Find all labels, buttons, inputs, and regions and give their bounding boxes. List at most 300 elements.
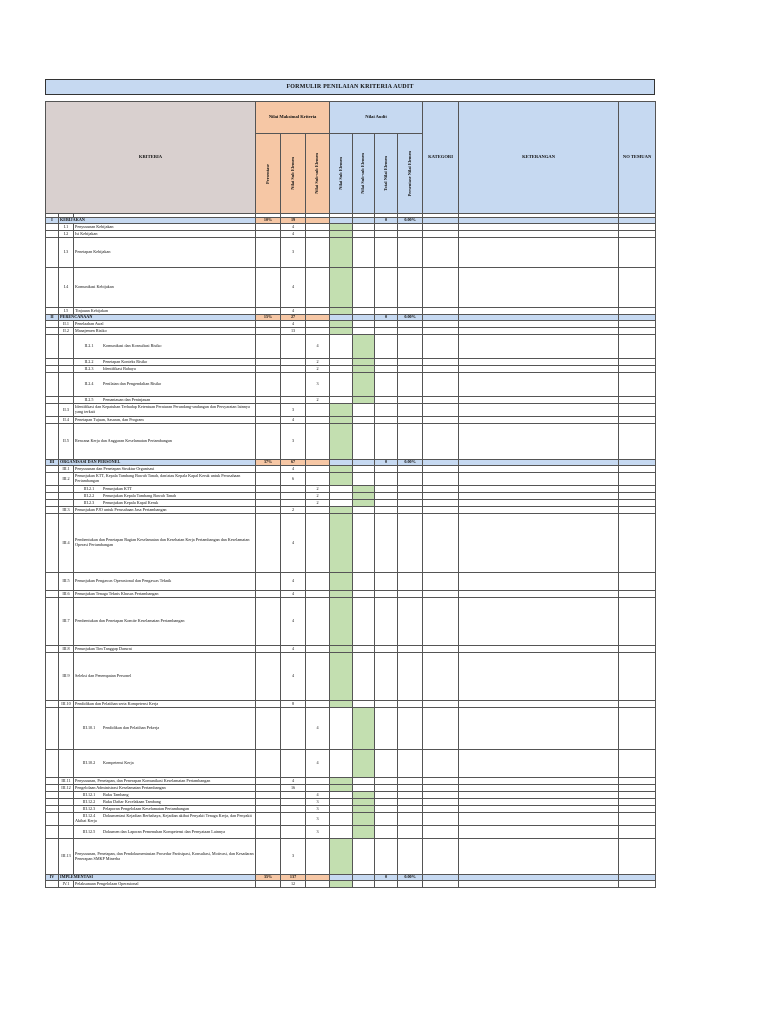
subsub-element-row — [46, 486, 656, 493]
section-percentage: 35% — [256, 875, 281, 881]
sub-element-max-value: 4 — [281, 321, 306, 328]
row-percentage — [256, 466, 281, 473]
subsub-element-row — [46, 397, 656, 404]
row-total-percentage — [398, 466, 423, 473]
row-total-percentage — [398, 598, 423, 646]
row-kategori — [423, 598, 459, 646]
row-keterangan — [459, 826, 619, 839]
sub-element-max-value: 8 — [281, 701, 306, 708]
sub-element-code: III.2 — [59, 473, 74, 486]
row-keterangan — [459, 268, 619, 308]
row-total-percentage — [398, 335, 423, 359]
row-kategori — [423, 701, 459, 708]
row-percentage — [256, 268, 281, 308]
subsub-element-cell — [74, 359, 256, 366]
sub-element-code: I.3 — [59, 238, 74, 268]
section-total-percentage: 0.00% — [398, 315, 423, 321]
row-no-temuan — [619, 373, 656, 397]
row-kategori — [423, 785, 459, 792]
row-total — [375, 493, 398, 500]
subsub-element-cell — [74, 806, 256, 813]
row-total-percentage — [398, 321, 423, 328]
row-total — [375, 778, 398, 785]
sub-element-code: III.7 — [59, 598, 74, 646]
row-total — [375, 373, 398, 397]
section-max-value: 67 — [281, 460, 306, 466]
row-percentage — [256, 359, 281, 366]
row-keterangan — [459, 404, 619, 417]
sub-element-row — [46, 573, 656, 591]
row-keterangan — [459, 514, 619, 573]
audit-subsub-element — [353, 598, 375, 646]
subsub-element-code: III.12.3 — [82, 805, 96, 811]
row-indent — [46, 238, 59, 268]
row-keterangan — [459, 500, 619, 507]
audit-subsub-element-input — [353, 366, 375, 373]
row-keterangan — [459, 493, 619, 500]
subsub-element-max-value: 4 — [306, 708, 330, 750]
row-percentage — [256, 646, 281, 653]
section-max-value: 137 — [281, 875, 306, 881]
row-no-temuan — [619, 792, 656, 799]
subsub-element-max-value: 2 — [306, 359, 330, 366]
row-total-percentage — [398, 404, 423, 417]
row-keterangan — [459, 785, 619, 792]
row-no-temuan — [619, 806, 656, 813]
audit-sub-element-input — [330, 424, 353, 460]
sub-element-code: I.2 — [59, 231, 74, 238]
row-total — [375, 308, 398, 315]
sub-element-label: Penunjukan PJO untuk Perusahaan Jasa Pertambangan — [74, 507, 256, 514]
sub-element-row — [46, 466, 656, 473]
row-kategori — [423, 750, 459, 778]
sub-element-label: Penyusunan, Penetapan, dan Pendokumentasian Prosedur Partisipasi, Konsultasi, Motivasi, dan Kesadaran Penerapan SMKP Minerba — [74, 839, 256, 875]
audit-sub-element — [330, 335, 353, 359]
row-sub-max — [281, 373, 306, 397]
audit-subsub-element-input — [353, 813, 375, 826]
row-no-temuan — [619, 826, 656, 839]
row-no-temuan — [619, 881, 656, 888]
sub-element-label: Penetapan Tujuan, Sasaran, dan Program — [74, 417, 256, 424]
subsub-element-max-value: 2 — [306, 493, 330, 500]
sub-element-code: II.1 — [59, 321, 74, 328]
sub-element-row — [46, 591, 656, 598]
row-indent — [46, 397, 59, 404]
row-keterangan — [459, 335, 619, 359]
audit-sub-element-input — [330, 514, 353, 573]
subsub-element-max-value: 4 — [306, 792, 330, 799]
row-percentage — [256, 231, 281, 238]
audit-sub-element-input — [330, 591, 353, 598]
row-no-temuan — [619, 799, 656, 806]
sub-element-label: Penyusunan, Penetapan, dan Penerapan Komunikasi Keselamatan Pertambangan — [74, 778, 256, 785]
audit-sub-element-input — [330, 839, 353, 875]
subsub-element-code: II.2.1 — [84, 343, 94, 349]
subsub-element-row — [46, 500, 656, 507]
row-total-percentage — [398, 268, 423, 308]
row-kategori — [423, 417, 459, 424]
row-sub-max — [281, 826, 306, 839]
sub-element-row — [46, 404, 656, 417]
sub-element-max-value: 4 — [281, 598, 306, 646]
row-subsub-max — [306, 417, 330, 424]
section-max-value: 19 — [281, 218, 306, 224]
sub-element-row — [46, 268, 656, 308]
row-no-temuan — [619, 328, 656, 335]
subsub-element-label: Dokumentasi Kejadian Berbahaya, Kejadian akibat Penyakit Tenaga Kerja, dan Penyakit Akibat Kerja — [75, 813, 252, 823]
subsub-element-row — [46, 799, 656, 806]
subsub-element-row — [46, 708, 656, 750]
row-indent — [46, 708, 59, 750]
subsub-element-code: III.2.1 — [83, 485, 95, 491]
row-total-percentage — [398, 839, 423, 875]
row-kategori — [423, 792, 459, 799]
audit-subsub-element — [353, 308, 375, 315]
row-percentage — [256, 591, 281, 598]
subsub-element-max-value: 4 — [306, 335, 330, 359]
row-no-temuan — [619, 778, 656, 785]
row-subsub-max — [306, 701, 330, 708]
row-indent — [46, 373, 59, 397]
row-percentage — [256, 507, 281, 514]
row-indent — [46, 308, 59, 315]
subsub-element-label: Penilaian dan Pengendalian Risiko — [103, 381, 162, 387]
row-kategori — [423, 653, 459, 701]
row-total-percentage — [398, 486, 423, 493]
sub-element-label: Penunjukan Tenaga Teknis Khusus Pertambangan — [74, 591, 256, 598]
header-kategori: KATEGORI — [423, 102, 459, 214]
audit-sub-element-input — [330, 404, 353, 417]
subsub-element-label: Buku Daftar Kecelakaan Tambang — [103, 798, 161, 804]
row-percentage — [256, 792, 281, 799]
row-no-temuan — [619, 321, 656, 328]
audit-sub-element-input — [330, 466, 353, 473]
row-kategori — [423, 514, 459, 573]
row-total — [375, 268, 398, 308]
subsub-element-code: II.2.5 — [84, 396, 94, 402]
row-total — [375, 591, 398, 598]
row-keterangan — [459, 839, 619, 875]
sub-element-row — [46, 881, 656, 888]
sub-element-label: Penelaahan Awal — [74, 321, 256, 328]
row-indent — [46, 359, 59, 366]
audit-subsub-element-input — [353, 359, 375, 366]
row-total-percentage — [398, 514, 423, 573]
row-total — [375, 701, 398, 708]
audit-sub-element-input — [330, 507, 353, 514]
audit-subsub-element-input — [353, 708, 375, 750]
row-sub-max — [281, 493, 306, 500]
row-no-temuan — [619, 785, 656, 792]
sub-element-max-value: 12 — [281, 881, 306, 888]
row-total-percentage — [398, 813, 423, 826]
row-subsub-max — [306, 268, 330, 308]
row-keterangan — [459, 653, 619, 701]
row-total — [375, 750, 398, 778]
row-sub-max — [281, 359, 306, 366]
sub-element-label: Tinjauan Kebijakan — [74, 308, 256, 315]
row-indent — [46, 486, 59, 493]
audit-sub-element — [330, 813, 353, 826]
sub-element-label: Pembentukan dan Penetapan Komite Keselamatan Pertambangan — [74, 598, 256, 646]
row-total — [375, 486, 398, 493]
row-percentage — [256, 514, 281, 573]
row-indent — [46, 321, 59, 328]
row-keterangan — [459, 359, 619, 366]
sub-element-label: Penunjukan Tim Tanggap Darurat — [74, 646, 256, 653]
audit-sub-element-input — [330, 473, 353, 486]
subsub-element-cell — [74, 826, 256, 839]
row-indent — [46, 839, 59, 875]
row-keterangan — [459, 486, 619, 493]
row-indent — [46, 335, 59, 359]
row-sub-max — [281, 799, 306, 806]
row-no-temuan — [619, 397, 656, 404]
header-nilai-maksimal: Nilai Maksimal Kriteria — [256, 102, 330, 134]
section-code: I — [46, 218, 59, 224]
header-total-nilai-elemen: Total Nilai Elemen — [375, 134, 398, 214]
subsub-element-code: III.12.1 — [82, 791, 96, 797]
row-sub-max — [281, 813, 306, 826]
row-total-percentage — [398, 826, 423, 839]
row-total — [375, 708, 398, 750]
row-no-temuan — [619, 493, 656, 500]
row-total — [375, 473, 398, 486]
row-total — [375, 404, 398, 417]
section-total: 0 — [375, 460, 398, 466]
row-total-percentage — [398, 881, 423, 888]
subsub-element-row — [46, 750, 656, 778]
audit-sub-element-input — [330, 308, 353, 315]
subsub-element-max-value: 3 — [306, 373, 330, 397]
row-subsub-max — [306, 231, 330, 238]
row-keterangan — [459, 231, 619, 238]
row-percentage — [256, 373, 281, 397]
sub-element-max-value: 3 — [281, 424, 306, 460]
row-indent — [46, 785, 59, 792]
sub-element-row — [46, 785, 656, 792]
sub-element-label: Pendidikan dan Pelatihan serta Kompetensi Kerja — [74, 701, 256, 708]
row-indent — [46, 466, 59, 473]
row-sub-max — [281, 792, 306, 799]
sub-element-max-value: 4 — [281, 778, 306, 785]
row-percentage — [256, 417, 281, 424]
row-keterangan — [459, 373, 619, 397]
subsub-element-label: Pendidikan dan Pelatihan Pekerja — [103, 725, 160, 731]
audit-subsub-element — [353, 785, 375, 792]
subsub-element-cell — [74, 708, 256, 750]
audit-sub-element — [330, 366, 353, 373]
row-total-percentage — [398, 785, 423, 792]
row-percentage — [256, 224, 281, 231]
row-subsub-max — [306, 591, 330, 598]
row-total-percentage — [398, 701, 423, 708]
row-keterangan — [459, 224, 619, 231]
row-total-percentage — [398, 373, 423, 397]
row-indent — [59, 486, 74, 493]
row-total — [375, 424, 398, 460]
subsub-element-row — [46, 359, 656, 366]
audit-subsub-element — [353, 507, 375, 514]
section-label: KEBIJAKAN — [59, 218, 256, 224]
row-indent — [46, 366, 59, 373]
row-sub-max — [281, 500, 306, 507]
row-kategori — [423, 373, 459, 397]
row-percentage — [256, 366, 281, 373]
sub-element-row — [46, 778, 656, 785]
subsub-element-label: Penunjukan Kepala Tambang Bawah Tanah — [103, 492, 176, 498]
row-kategori — [423, 646, 459, 653]
subsub-element-row — [46, 335, 656, 359]
section-total-percentage: 0.00% — [398, 218, 423, 224]
sub-element-row — [46, 424, 656, 460]
row-indent — [46, 792, 59, 799]
header-audit-nilai-subsub-elemen: Nilai Sub-sub Elemen — [353, 134, 375, 214]
audit-sub-element-input — [330, 573, 353, 591]
row-percentage — [256, 598, 281, 646]
row-indent — [46, 424, 59, 460]
row-no-temuan — [619, 268, 656, 308]
subsub-element-max-value: 3 — [306, 826, 330, 839]
audit-subsub-element-input — [353, 397, 375, 404]
row-subsub-max — [306, 328, 330, 335]
row-indent — [59, 799, 74, 806]
row-percentage — [256, 573, 281, 591]
row-total-percentage — [398, 366, 423, 373]
row-kategori — [423, 268, 459, 308]
row-percentage — [256, 335, 281, 359]
subsub-element-label: Kompetensi Kerja — [103, 760, 134, 766]
sub-element-code: III.4 — [59, 514, 74, 573]
row-sub-max — [281, 486, 306, 493]
audit-subsub-element-input — [353, 335, 375, 359]
row-percentage — [256, 799, 281, 806]
audit-sub-element — [330, 792, 353, 799]
row-total-percentage — [398, 653, 423, 701]
section-total-percentage: 0.00% — [398, 460, 423, 466]
sub-element-max-value: 4 — [281, 591, 306, 598]
row-keterangan — [459, 701, 619, 708]
audit-subsub-element-input — [353, 799, 375, 806]
row-no-temuan — [619, 750, 656, 778]
audit-subsub-element-input — [353, 792, 375, 799]
row-indent — [46, 826, 59, 839]
row-no-temuan — [619, 486, 656, 493]
row-percentage — [256, 500, 281, 507]
row-indent — [46, 328, 59, 335]
audit-sub-element — [330, 806, 353, 813]
row-total — [375, 653, 398, 701]
sub-element-max-value: 4 — [281, 224, 306, 231]
sub-element-label: Pembentukan dan Penetapan Bagian Keselamatan dan Kesehatan Kerja Pertambangan dan Keselamatan Operasi Pertambangan — [74, 514, 256, 573]
row-kategori — [423, 573, 459, 591]
row-keterangan — [459, 238, 619, 268]
row-indent — [46, 750, 59, 778]
subsub-element-cell — [74, 397, 256, 404]
row-no-temuan — [619, 308, 656, 315]
row-subsub-max — [306, 321, 330, 328]
row-total-percentage — [398, 708, 423, 750]
row-total-percentage — [398, 778, 423, 785]
audit-subsub-element — [353, 417, 375, 424]
row-total — [375, 231, 398, 238]
section-code: II — [46, 315, 59, 321]
sub-element-max-value: 4 — [281, 466, 306, 473]
row-indent — [46, 268, 59, 308]
row-sub-max — [281, 708, 306, 750]
row-percentage — [256, 328, 281, 335]
row-keterangan — [459, 799, 619, 806]
row-sub-max — [281, 335, 306, 359]
audit-subsub-element — [353, 514, 375, 573]
row-sub-max — [281, 806, 306, 813]
audit-subsub-element — [353, 778, 375, 785]
section-total: 0 — [375, 875, 398, 881]
row-kategori — [423, 826, 459, 839]
row-total — [375, 466, 398, 473]
audit-subsub-element — [353, 653, 375, 701]
row-no-temuan — [619, 366, 656, 373]
sub-element-row — [46, 321, 656, 328]
subsub-element-code: III.10.1 — [82, 725, 96, 731]
row-percentage — [256, 826, 281, 839]
row-keterangan — [459, 813, 619, 826]
sub-element-label: Penunjukan KTT, Kepala Tambang Bawah Tanah, dan/atau Kepala Kapal Keruk untuk Perusahaan Pertambangan — [74, 473, 256, 486]
row-kategori — [423, 335, 459, 359]
subsub-element-code: II.2.3 — [84, 365, 94, 371]
audit-sub-element-input — [330, 646, 353, 653]
sub-element-row — [46, 839, 656, 875]
row-subsub-max — [306, 785, 330, 792]
row-indent — [59, 335, 74, 359]
row-no-temuan — [619, 466, 656, 473]
row-no-temuan — [619, 335, 656, 359]
header-sub-nilai-subsub-elemen: Nilai Sub-sub Elemen — [306, 134, 330, 214]
sub-element-max-value: 2 — [281, 507, 306, 514]
sub-element-label: Identifikasi dan Kepatuhan Terhadap Ketentuan Peraturan Perundang-undangan dan Persyaratan lainnya yang terkait — [74, 404, 256, 417]
row-total — [375, 238, 398, 268]
subsub-element-row — [46, 792, 656, 799]
row-no-temuan — [619, 473, 656, 486]
subsub-element-max-value: 2 — [306, 366, 330, 373]
row-keterangan — [459, 417, 619, 424]
header-sub-persentase: Persentase — [256, 134, 281, 214]
row-total — [375, 514, 398, 573]
row-keterangan — [459, 573, 619, 591]
row-kategori — [423, 366, 459, 373]
audit-subsub-element — [353, 328, 375, 335]
sub-element-label: Penyusunan Kebijakan — [74, 224, 256, 231]
audit-sub-element-input — [330, 321, 353, 328]
row-keterangan — [459, 806, 619, 813]
row-total — [375, 359, 398, 366]
header-kriteria: KRITERIA — [46, 102, 256, 214]
sub-element-label: Penunjukan Pengawas Operasional dan Pengawas Teknik — [74, 573, 256, 591]
row-keterangan — [459, 308, 619, 315]
sub-element-label: Seleksi dan Penempatan Personel — [74, 653, 256, 701]
subsub-element-max-value: 3 — [306, 806, 330, 813]
row-kategori — [423, 308, 459, 315]
sub-element-row — [46, 598, 656, 646]
section-percentage: 37% — [256, 460, 281, 466]
row-indent — [46, 653, 59, 701]
row-percentage — [256, 806, 281, 813]
row-total — [375, 321, 398, 328]
audit-subsub-element-input — [353, 826, 375, 839]
row-percentage — [256, 404, 281, 417]
audit-subsub-element — [353, 231, 375, 238]
row-kategori — [423, 813, 459, 826]
